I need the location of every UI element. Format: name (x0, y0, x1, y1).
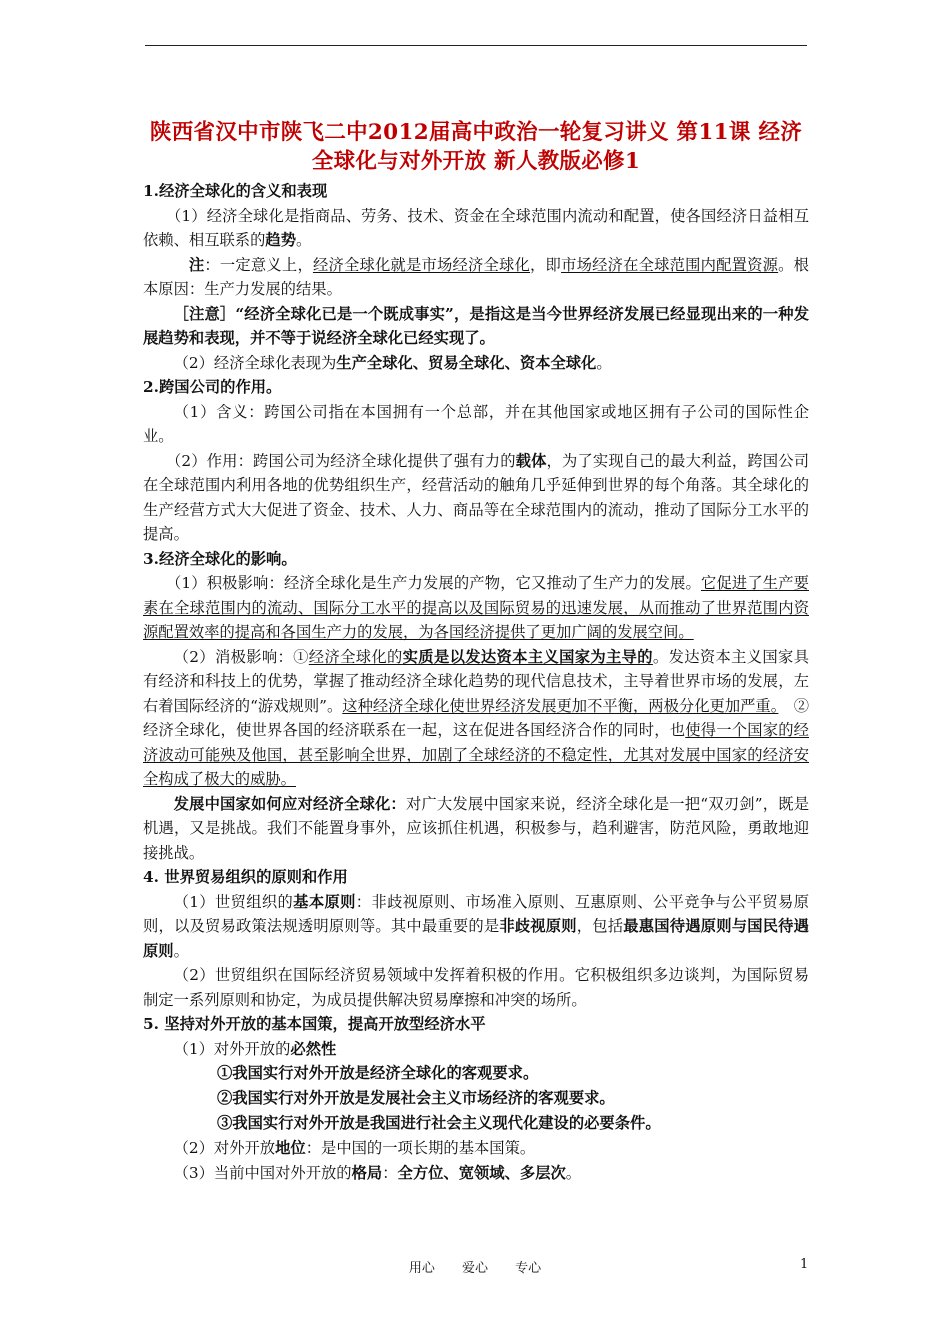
document-body (143, 118, 809, 1185)
text: ，为了实现自己的最大利益，跨国公司在全球范围内利用各地的优势组织生产，经营活动的触角几乎延伸到世界的每个角落。其全球化的生产经营方式大大促进了资金、技术、人力、商品等在全球范围内的流动，推动了国际分工水平的提高。 (143, 451, 809, 543)
text: （1）积极影响：经济全球化是生产力发展的产物，它又推动了生产力的发展。 (165, 574, 701, 592)
text: ：是中国的一项长期的基本国策。 (305, 1139, 536, 1157)
text: （1）对外开放的 (173, 1039, 291, 1058)
underlined-text: 市场经济在全球范围内配置资源 (561, 255, 779, 274)
list-item: ②我国实行对外开放是发展社会主义市场经济的客观要求。 (217, 1089, 615, 1107)
s5-paragraph-1 (143, 1037, 809, 1062)
footer-motto: 用心 爱心 专心 (408, 1261, 542, 1276)
bold-text: 全方位、宽领域、多层次 (397, 1163, 566, 1182)
underlined-text: 这种经济全球化使世界经济发展更加不平衡，两极分化更加严重。 (342, 696, 779, 715)
text: 。发达资本主义国家具有经济和科技上的优势，掌握了推动经济全球化趋势的现代信息技术，主导着世界市场的发展，左右着国际经济的“游戏规则”。 (143, 647, 809, 715)
s2-paragraph-1: （1）含义：跨国公司指在本国拥有一个总部，并在其他国家或地区拥有子公司的国际性企业。 (143, 402, 809, 445)
bold-text: 格局 (351, 1163, 383, 1182)
underlined-text: 它促进了生产要素在全球范围内的流动、国际分工水平的提高以及国际贸易的迅速发展，从而推动了世界范围内资源配置效率的提高和各国生产力的发展，为各国经济提供了更加广阔的发展空间。 (143, 574, 809, 641)
list-item: ③我国实行对外开放是我国进行社会主义现代化建设的必要条件。 (217, 1114, 661, 1132)
bold-text: 必然性 (290, 1039, 337, 1058)
text: ，即 (530, 255, 562, 274)
text: ：一定意义上， (204, 255, 313, 274)
text: 经济全球化的 (308, 647, 403, 666)
underlined-text: 经济全球化就是市场经济全球化 (312, 255, 531, 274)
text: （1）经济全球化是指商品、劳务、技术、资金在全球范围内流动和配置，使各国经济日益相互依赖、相互联系的 (143, 206, 809, 249)
bold-text: 非歧视原则 (499, 917, 577, 935)
section-3-heading: 3.经济全球化的影响。 (143, 549, 297, 568)
s4-paragraph-2: （2）世贸组织在国际经济贸易领域中发挥着积极的作用。它积极组织多边谈判，为国际贸易制定一系列原则和协定，为成员提供解决贸易摩擦和冲突的场所。 (143, 966, 809, 1009)
header-rule (145, 45, 807, 46)
underlined-text: 使得一个国家的经济波动可能殃及他国，甚至影响全世界，加剧了全球经济的不稳定性，尤其对发展中国家的经济安全构成了极大的威胁。 (143, 721, 809, 788)
s5-paragraph-2 (143, 1136, 809, 1161)
text: （1）世贸组织的 (173, 892, 294, 911)
text: 。 (565, 1163, 582, 1182)
bold-text: 生产全球化、贸易全球化、资本全球化 (336, 353, 597, 372)
s3-paragraph-3 (143, 792, 809, 866)
bold-text: 发展中国家如何应对经济全球化： (173, 794, 406, 813)
text: ②经济全球化，使世界各国的经济联系在一起，这在促进各国经济合作的同时，也 (143, 696, 809, 739)
text: 对广大发展中国家来说，经济全球化是一把“双刃剑”，既是机遇，又是挑战。我们不能置身事外，应该抓住机遇，积极参与，趋利避害，防范风险，勇敢地迎接挑战。 (143, 794, 809, 862)
text: 。 (596, 353, 612, 372)
bold-text: 趋势 (265, 231, 296, 249)
section-2-heading: 2.跨国公司的作用。 (143, 378, 282, 396)
text: 。 (173, 941, 189, 960)
section-5-heading: 5. 坚持对外开放的基本国策，提高开放型经济水平 (143, 1015, 486, 1033)
s1-note (143, 253, 809, 302)
text: ：非歧视原则、市场准入原则、互惠原则、公平竞争与公平贸易原则，以及贸易政策法规透明原则等。其中最重要的是 (143, 892, 809, 935)
s1-attention (143, 302, 809, 351)
bold-text: 载体 (515, 451, 547, 470)
section-4-heading: 4. 世界贸易组织的原则和作用 (143, 868, 348, 886)
s2-paragraph-2 (143, 449, 809, 547)
list-item: ①我国实行对外开放是经济全球化的客观要求。 (217, 1064, 539, 1082)
bold-text: 实质是以发达资本主义国家为主导的 (402, 647, 653, 666)
text: ： (382, 1163, 398, 1182)
text: ，包括 (576, 917, 624, 935)
s3-paragraph-1 (143, 571, 809, 645)
bold-text: 基本原则 (293, 892, 356, 911)
s4-paragraph-1 (143, 890, 809, 964)
attention-text: ［注意］“经济全球化已是一个既成事实”，是指这是当今世界经济发展已经显现出来的一种发展趋势和表现，并不等于说经济全球化已经实现了。 (143, 304, 809, 347)
note-label: 注 (188, 255, 205, 274)
text: （2）消极影响：① (173, 647, 309, 666)
underlined-text (309, 648, 653, 666)
page-number: 1 (800, 1257, 809, 1272)
page-footer (0, 1257, 950, 1277)
text: （3）当前中国对外开放的 (173, 1163, 352, 1182)
text: （2）对外开放 (173, 1139, 276, 1157)
text: 。根本原因：生产力发展的结果。 (143, 255, 809, 298)
text: （2）作用：跨国公司为经济全球化提供了强有力的 (165, 451, 516, 470)
s5-paragraph-3 (143, 1161, 809, 1186)
s3-paragraph-2 (143, 645, 809, 792)
bold-text: 最惠国待遇原则与国民待遇原则 (143, 917, 809, 960)
page-title: 陕西省汉中市陕飞二中2012届高中政治一轮复习讲义 第11课 经济全球化与对外开放 新人教版必修1 (149, 120, 803, 174)
text: 。 (296, 231, 312, 249)
s1-paragraph-1 (143, 204, 809, 253)
section-1-heading: 1.经济全球化的含义和表现 (143, 182, 328, 200)
text: （2）经济全球化表现为 (173, 353, 337, 372)
s1-paragraph-2 (143, 351, 809, 376)
bold-text: 地位 (275, 1139, 306, 1157)
